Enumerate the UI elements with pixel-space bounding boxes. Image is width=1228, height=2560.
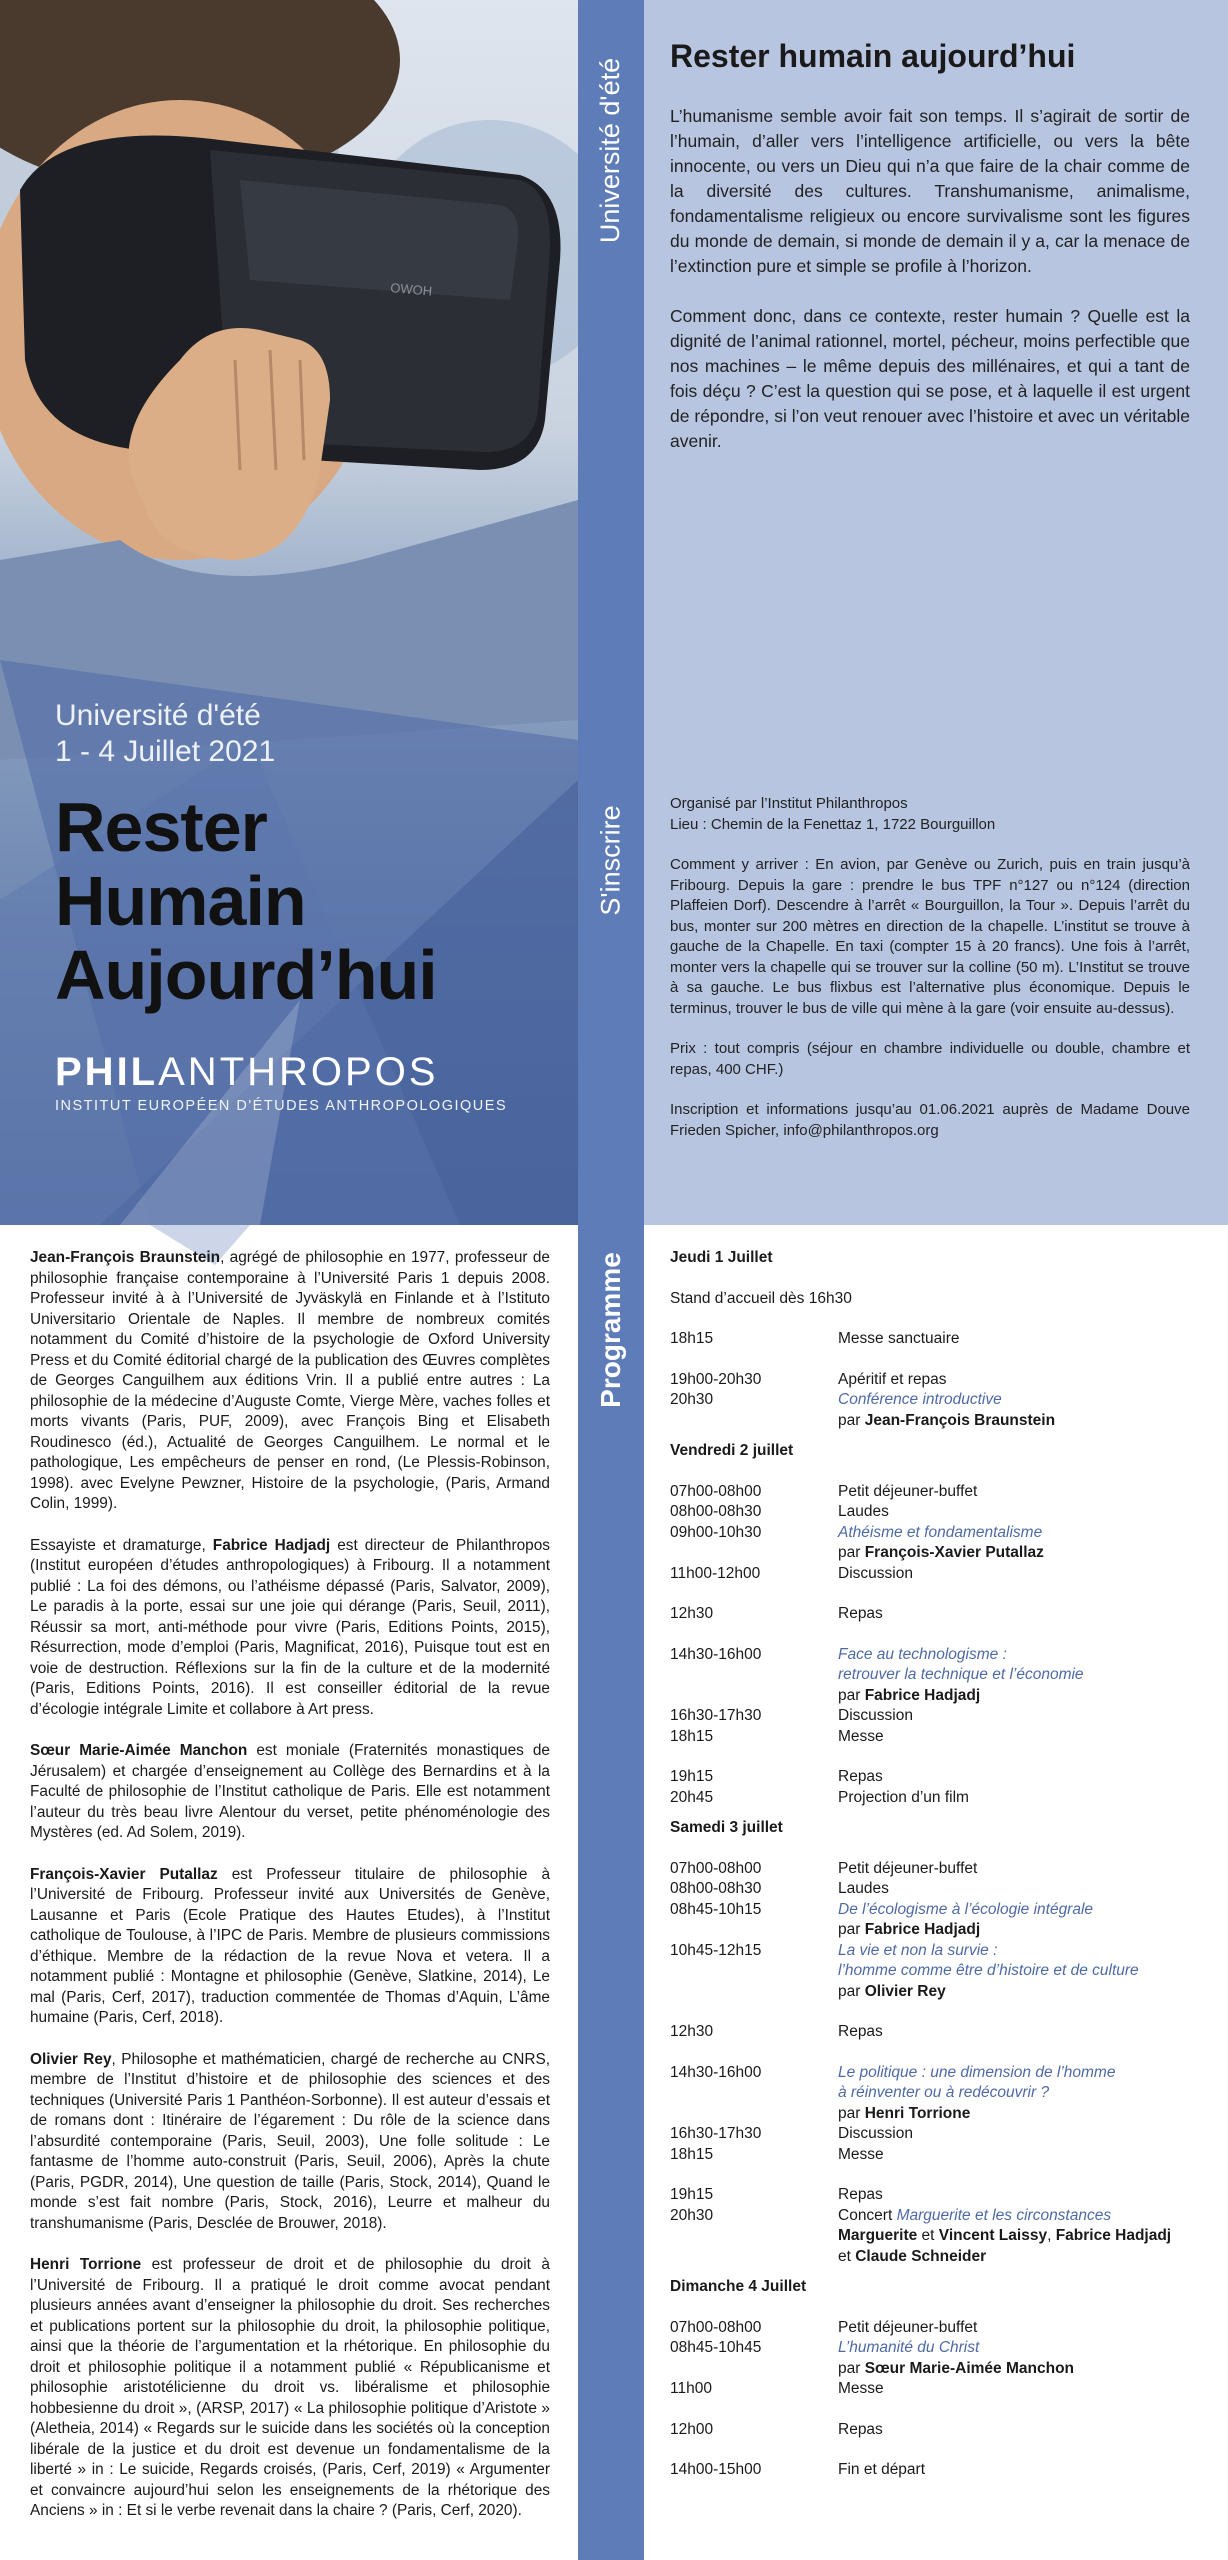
time: 12h30: [670, 1605, 714, 1622]
schedule-row: [670, 2145, 1200, 2166]
intro-text: [670, 104, 1190, 479]
time: 14h00-15h00: [670, 2461, 762, 2478]
speaker-row: [670, 1982, 1200, 2003]
price: Prix : tout compris (séjour en chambre individuelle ou double, chambre et repas, 400 CHF.): [670, 1040, 1190, 1078]
time: 07h00-08h00: [670, 1482, 762, 1500]
by-label: par: [838, 1411, 865, 1429]
poster-subtitle-1: Université d'été: [55, 699, 261, 732]
intro-title: Rester humain aujourd’hui: [670, 38, 1076, 74]
schedule-row: [670, 2185, 1200, 2206]
bio-hadjadj: [30, 1536, 550, 1721]
schedule-row: [670, 1706, 1200, 1727]
speaker-name: Sœur Marie-Aimée Manchon: [864, 2359, 1074, 2377]
bio-braunstein: [30, 1248, 550, 1515]
schedule-row: [670, 1727, 1200, 1748]
schedule-row: [670, 1502, 1200, 1523]
lecture-title: La vie et non la survie :: [838, 1941, 998, 1959]
bio-name: François-Xavier Putallaz: [30, 1865, 218, 1883]
schedule-row: [670, 1645, 1200, 1666]
time: 08h00-08h30: [670, 1880, 762, 1897]
schedule-row: [670, 2206, 1200, 2227]
time: 07h00-08h00: [670, 2318, 762, 2336]
schedule-note: Stand d’accueil dès 16h30: [670, 1289, 852, 1307]
time: 19h00-20h30: [670, 1370, 762, 1388]
event: Petit déjeuner-buffet: [838, 1482, 978, 1500]
time: 08h45-10h15: [670, 1900, 762, 1918]
by-label: par: [838, 1982, 865, 2000]
performer-name: Fabrice Hadjadj: [1055, 2227, 1172, 2244]
time: 19h15: [670, 1768, 714, 1785]
time: 18h15: [670, 1727, 714, 1745]
bio-text: Essayiste et dramaturge,: [30, 1536, 213, 1554]
philanthropos-logo: [55, 1050, 565, 1114]
time: 11h00: [670, 2380, 712, 2397]
bio-torrione: [30, 2255, 550, 2522]
speaker-name: Jean-François Braunstein: [864, 1411, 1056, 1429]
schedule-row: [670, 1767, 1200, 1788]
schedule-row: [670, 1879, 1200, 1900]
poster-title: [55, 790, 565, 1012]
time: 10h45-12h15: [670, 1941, 762, 1959]
lecture-title: Face au technologisme :: [838, 1645, 1007, 1663]
time: 19h15: [670, 2186, 714, 2203]
schedule-row: [670, 2420, 1200, 2441]
lecture-title: L’humanité du Christ: [838, 2339, 980, 2356]
schedule-row: [670, 1604, 1200, 1625]
event: Projection d’un film: [838, 1788, 969, 1806]
band-label-text: Université d'été: [595, 57, 626, 243]
day-heading: Dimanche 4 Juillet: [670, 2278, 807, 2295]
poster-title-line: Rester: [55, 788, 267, 866]
schedule-row: [670, 1665, 1200, 1686]
schedule-row: [670, 2063, 1200, 2084]
schedule-row: [670, 1329, 1200, 1350]
bio-manchon: [30, 1741, 550, 1844]
headset-brand: OWOH: [389, 280, 433, 299]
time: 16h30-17h30: [670, 2125, 762, 2142]
event: Repas: [838, 2186, 883, 2203]
lecture-title: Le politique : une dimension de l’homme: [838, 2063, 1116, 2081]
logo-wordmark: [55, 1050, 565, 1094]
schedule-row: [670, 2460, 1200, 2481]
event: Concert: [838, 2206, 897, 2224]
connector: ,: [1047, 2227, 1056, 2244]
by-label: par: [838, 2359, 865, 2377]
inscription-info: [670, 794, 1190, 1161]
programme-schedule: [670, 1248, 1200, 2481]
time: 18h15: [670, 2145, 714, 2163]
time: 09h00-10h30: [670, 1523, 762, 1541]
speaker-row: [670, 2104, 1200, 2125]
time: 08h45-10h45: [670, 2339, 762, 2356]
schedule-row: [670, 1788, 1200, 1809]
day-heading: Samedi 3 juillet: [670, 1819, 783, 1836]
event: Messe: [838, 2145, 884, 2163]
bio-name: Olivier Rey: [30, 2050, 112, 2068]
connector: et: [838, 2247, 856, 2265]
speaker-row: [670, 1686, 1200, 1707]
band-label-programme: [578, 1235, 644, 1425]
band-label-text: Programme: [595, 1252, 626, 1408]
schedule-row: [670, 1370, 1200, 1391]
bio-text: est directeur de Philanthropos (Institut européen d’études anthropologiques) à Fribourg. Il a notamment publié : La foi des démons, ou l’athéisme dépassé (Paris, Salvator, 2009), Le paradis à la porte, essai sur une joie qui dérange (Paris, Seuil, 2011), Réussir sa mort, anti-méthode pour vivre (Paris, Editions Points, 2015), Résurrection, mode d’emploi (Paris, Magnificat, 2016), Puisque tout est en voie de destruction. Réflexions sur la fin de la culture et de la modernité (Paris, Editions Points, 2016). Il est conseiller éditorial de la revue d’écologie intégrale Limite et collabore à Art press.: [30, 1536, 550, 1718]
bio-text: , agrégé de philosophie en 1977, professeur de philosophie française contemporaine à l’Université Paris 1 depuis 2008. Professeur invité à à l’Université de Jyväskylä en Finlande et à l’Istituto Universitario Orientale de Naples. Il membre de nombreux comités notamment du Comité d’histoire de la psychologie de Oxford University Press et du Comité éditorial chargé de la publication des Œuvres complètes de Georges Canguilhem aux éditions Vrin. Il a publié entre autres : La philosophie de la médecine d’Auguste Comte, Vierge Mère, vaches folles et morts vivants (Paris, PUF, 2009), avec François Bing et Elisabeth Roudinesco (éd.), Actualité de Georges Canguilhem. Le normal et le pathologique, Les empêcheurs de penser en rond, (Le Plessis-Robinson, 1998). avec Evelyne Pewzner, Histoire de la psychologie, (Paris, Armand Colin, 1999).: [30, 1249, 550, 1512]
speaker-name: Olivier Rey: [864, 1982, 946, 2000]
speaker-name: Henri Torrione: [864, 2104, 971, 2122]
schedule-row: [670, 1941, 1200, 1962]
speaker-row: [670, 1411, 1200, 1432]
speaker-name: Fabrice Hadjadj: [864, 1921, 981, 1938]
connector: et: [917, 2227, 939, 2244]
event: Messe: [838, 2380, 884, 2397]
event: Discussion: [838, 1564, 913, 1582]
band-label-inscrire: [578, 780, 644, 940]
schedule-row: [670, 1482, 1200, 1503]
event: Discussion: [838, 2125, 913, 2142]
poster-text-block: [55, 698, 565, 1114]
schedule-row: [670, 1859, 1200, 1880]
time: 14h30-16h00: [670, 2063, 762, 2081]
speaker-row: [670, 1920, 1200, 1941]
performer-name: Marguerite: [838, 2227, 918, 2244]
speaker-row: [670, 2226, 1200, 2247]
bio-text: est professeur de droit et de philosophie du droit à l’Université de Fribourg. Il a pratiqué le droit comme avocat pendant plusieurs années avant d’enseigner la philosophie du droit. Ses recherches et publications portent sur la philosophie du droit, la philosophie politique, ainsi que la théorie de l’argumentation et la rhétorique. En philosophie du droit et philosophie politique il a notamment publié « Républicanisme et philosophie aristotélicienne du droit vs. libéralisme et philosophie hobbesienne du droit », (ARSP, 2017) « La philosophie politique d’Aristote » (Aletheia, 2014) « Regards sur le suicide dans les sociétés où la conception libérale de la justice et du droit est devenue un fondamentalisme de la liberté » in : Le suicide, Regards croisés, (Paris, Cerf, 2019) « Argumenter et convaincre aujourd’hui selon les enseignements de la rhétorique des Anciens » in : Et si le verbe revenait dans la chaire ? (Paris, Cerf, 2020).: [30, 2256, 550, 2519]
registration-contact: Inscription et informations jusqu’au 01.06.2021 auprès de Madame Douve Frieden Spicher, info@philanthropos.org: [670, 1101, 1190, 1139]
band-label-text: S'inscrire: [595, 804, 626, 916]
by-label: par: [838, 1544, 865, 1561]
poster-dates: 1 - 4 Juillet 2021: [55, 735, 276, 768]
event: Petit déjeuner-buffet: [838, 2318, 978, 2336]
schedule-row: [670, 2083, 1200, 2104]
access-directions: Comment y arriver : En avion, par Genève ou Zurich, puis en train jusqu’à Fribourg. Depuis la gare : prendre le bus TPF n°127 ou n°124 (direction Plaffeien Dorf). Descendre à l’arrêt « Bourguillon, la Tour ». Depuis l’arrêt du bus, monter sur 200 mètres en direction de la chapelle. L’institut se trouve à gauche de la Chapelle. En taxi (compter 15 à 20 francs). Une fois à l’arrêt, monter vers la chapelle qui se trouver sur la colline (50 m). L’Institut se trouve à sa gauche. Le bus flixbus est l’alternative plus économique. Depuis le terminus, trouver le bus de ville qui mène à la gare (voir ensuite au-dessus).: [670, 856, 1190, 1017]
day-heading: Vendredi 2 juillet: [670, 1442, 794, 1459]
event: Apéritif et repas: [838, 1370, 947, 1388]
schedule-row: [670, 2022, 1200, 2043]
bio-text: est Professeur titulaire de philosophie à l’Université de Fribourg. Professeur invité aux Universités de Genève, Lausanne et Paris (Ecole Pratique des Hautes Etudes), à l’Institut catholique de Toulouse, à l’IPC de Paris. Membre de plusieurs commissions d’éthique. Membre de la rédaction de la revue Nova et vetera. Il a notamment publié : Montagne et philosophie (Genève, Slatkine, 2014), Le mal (Paris, Cerf, 2017), traduction commentée de Thomas d’Aquin, L’âme humaine (Paris, Cerf, 2018).: [30, 1865, 550, 2026]
speaker-row: [670, 2359, 1200, 2380]
performer-name: Claude Schneider: [855, 2247, 987, 2265]
logo-rest: ANTHROPOS: [158, 1050, 439, 1094]
intro-paragraph: L’humanisme semble avoir fait son temps. Il s’agirait de sortir de l’humain, d’aller vers l’intelligence artificielle, ou vers la bête innocente, ou vers un Dieu qui n’a que faire de la chair comme de la diversité des cultures. Transhumanisme, animalisme, fondamentalisme religieux ou encore survivalisme sont les figures du monde de demain, si monde de demain il y a, car la menace de l’extinction pure et simple se profile à l’horizon.: [670, 106, 1190, 276]
time: 18h15: [670, 1330, 714, 1347]
event: Laudes: [838, 1880, 889, 1897]
event: Repas: [838, 2023, 883, 2040]
schedule-row: [670, 2318, 1200, 2339]
lecture-title: Conférence introductive: [838, 1391, 1002, 1408]
logo-bold: PHIL: [55, 1050, 159, 1094]
time: 20h30: [670, 1391, 714, 1408]
speaker-row: [670, 1543, 1200, 1564]
time: 12h00: [670, 2420, 714, 2438]
band-label-universite: [578, 40, 644, 260]
lecture-title: De l’écologisme à l’écologie intégrale: [838, 1900, 1094, 1918]
poster-title-line: Aujourd’hui: [55, 936, 437, 1014]
lecture-title: l’homme comme être d’histoire et de culture: [838, 1962, 1139, 1979]
speaker-bios: [30, 1248, 550, 2543]
time: 14h30-16h00: [670, 1645, 762, 1663]
time: 08h00-08h30: [670, 1503, 762, 1520]
time: 11h00-12h00: [670, 1564, 761, 1582]
time: 16h30-17h30: [670, 1707, 762, 1724]
schedule-row: [670, 2379, 1200, 2400]
event: Discussion: [838, 1707, 913, 1724]
time: 07h00-08h00: [670, 1859, 762, 1877]
bio-putallaz: [30, 1865, 550, 2029]
organizer: Organisé par l’Institut Philanthropos: [670, 795, 908, 812]
schedule-row: [670, 1961, 1200, 1982]
concert-title: Marguerite et les circonstances: [896, 2206, 1112, 2224]
bio-text: est moniale (Fraternités monastiques de Jérusalem) et chargée d’enseignement au Collège des Bernardins et à la Faculté de philosophie de l’Institut catholique de Paris. Elle est notamment l’auteur du très beau livre Alentour du verset, petite phénoménologie des Mystères (ed. Ad Solem, 2019).: [30, 1742, 550, 1841]
event: Laudes: [838, 1503, 889, 1520]
intro-paragraph: Comment donc, dans ce contexte, rester humain ? Quelle est la dignité de l’animal rationnel, mortel, pécheur, moins perfectible que nos machines – le même depuis des millénaires, et qui a tant de fois déçu ? C’est la question qui se pose, et à laquelle il est urgent de répondre, si l’on veut renouer avec l’histoire et avec un véritable avenir.: [670, 306, 1190, 451]
time: 20h45: [670, 1788, 714, 1806]
schedule-row: [670, 1390, 1200, 1411]
time: 20h30: [670, 2206, 714, 2224]
performer-name: Vincent Laissy: [938, 2227, 1048, 2244]
event: Repas: [838, 1605, 883, 1622]
bio-name: Sœur Marie-Aimée Manchon: [30, 1742, 248, 1759]
venue: Lieu : Chemin de la Fenettaz 1, 1722 Bourguillon: [670, 815, 996, 833]
speaker-name: Fabrice Hadjadj: [864, 1686, 981, 1704]
schedule-row: [670, 1900, 1200, 1921]
bio-rey: [30, 2050, 550, 2235]
event: Messe sanctuaire: [838, 1330, 960, 1347]
speaker-name: François-Xavier Putallaz: [864, 1544, 1044, 1561]
schedule-row: [670, 1564, 1200, 1585]
bio-name: Jean-François Braunstein: [30, 1249, 221, 1266]
lecture-title: Athéisme et fondamentalisme: [838, 1523, 1043, 1541]
logo-tagline: INSTITUT EUROPÉEN D'ÉTUDES ANTHROPOLOGIQUES: [55, 1098, 508, 1114]
poster-title-line: Humain: [55, 862, 306, 940]
schedule-row: [670, 1523, 1200, 1544]
event: Fin et départ: [838, 2461, 926, 2478]
time: 12h30: [670, 2023, 714, 2040]
event: Repas: [838, 2420, 883, 2438]
event: Petit déjeuner-buffet: [838, 1859, 978, 1877]
day-heading: Jeudi 1 Juillet: [670, 1249, 773, 1266]
bio-text: , Philosophe et mathématicien, chargé de recherche au CNRS, membre de l’Institut d’histoire et de philosophie des sciences et des techniques (Université Paris 1 Panthéon-Sorbonne). Il est auteur d’essais et de romans dont : Itinéraire de l’égarement : Du rôle de la science dans l’absurdité contemporaine (Paris, Seuil, 2003), Une folle solitude : Le fantasme de l’homme auto-construit (Paris, Seuil, 2006), Après la chute (Paris, PGDR, 2014), Une question de taille (Paris, Stock, 2014), Quand le monde s’est fait nombre (Paris, Stock, 2016), Leurre et malheur du transhumanisme (Paris, Desclée de Brouwer, 2018).: [30, 2050, 550, 2232]
speaker-row: [670, 2247, 1200, 2268]
bio-name: Henri Torrione: [30, 2256, 142, 2273]
by-label: par: [838, 2104, 865, 2122]
by-label: par: [838, 1921, 865, 1938]
schedule-row: [670, 2338, 1200, 2359]
schedule-row: [670, 2124, 1200, 2145]
event: Repas: [838, 1768, 883, 1785]
bio-name: Fabrice Hadjadj: [212, 1536, 331, 1554]
event: Messe: [838, 1727, 884, 1745]
by-label: par: [838, 1686, 865, 1704]
lecture-title: à réinventer ou à redécouvrir ?: [838, 2084, 1050, 2101]
lecture-title: retrouver la technique et l’économie: [838, 1666, 1084, 1683]
